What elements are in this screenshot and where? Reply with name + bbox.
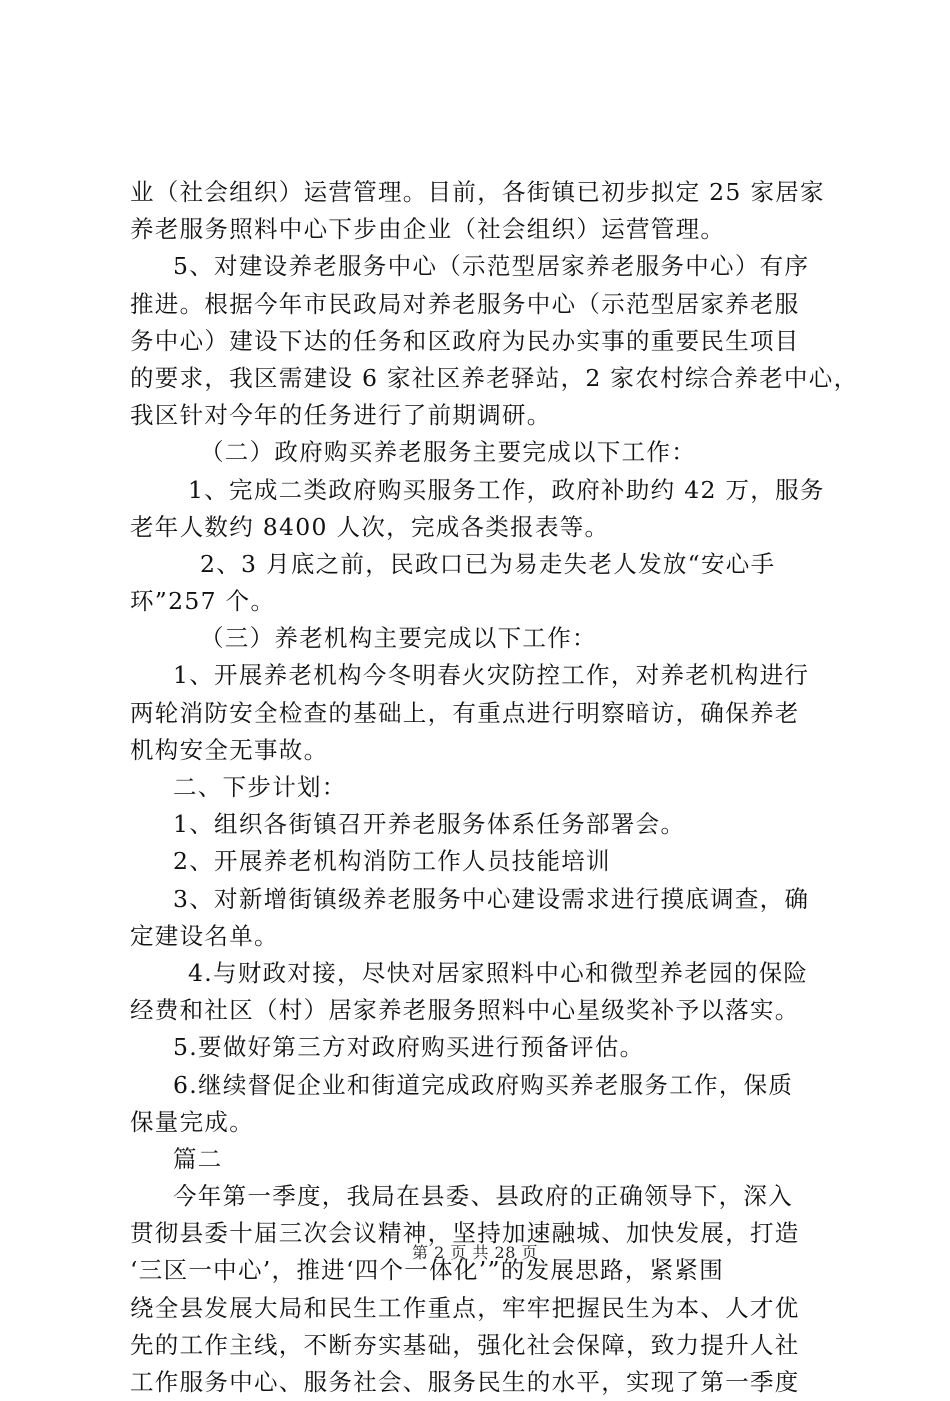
text-line: 2、开展养老机构消防工作人员技能培训 (173, 847, 611, 876)
text-line: 3、对新增街镇级养老服务中心建设需求进行摸底调查，确 (173, 884, 810, 913)
text-line: 推进。根据今年市民政局对养老服务中心（示范型居家养老服 (130, 289, 800, 318)
text-line: 二、下步计划： (173, 773, 347, 801)
text-line: 的要求，我区需建设 6 家社区养老驿站，2 家农村综合养老中心， (130, 363, 859, 392)
text-line: 我区针对今年的任务进行了前期调研。 (130, 401, 552, 430)
page-number-footer: 第 2 页 共 28 页 (412, 1243, 538, 1262)
text-line: 今年第一季度，我局在县委、县政府的正确领导下，深入 (173, 1182, 793, 1211)
text-line: 1、完成二类政府购买服务工作，政府补助约 42 万，服务 (188, 475, 825, 504)
text-line: 1、组织各街镇召开养老服务体系任务部署会。 (173, 810, 686, 839)
text-line: （三）养老机构主要完成以下工作： (200, 624, 597, 653)
text-line: 务中心）建设下达的任务和区政府为民办实事的重要民生项目 (130, 326, 800, 355)
text-line: 篇二 (173, 1144, 223, 1173)
text-line: 6.继续督促企业和街道完成政府购买养老服务工作，保质 (173, 1070, 794, 1099)
text-line: 养老服务照料中心下步由企业（社会组织）运营管理。 (130, 215, 726, 244)
text-line: 5.要做好第三方对政府购买进行预备评估。 (173, 1033, 645, 1062)
text-line: （二）政府购买养老服务主要完成以下工作： (200, 438, 696, 467)
text-line: 2、3 月底之前，民政口已为易走失老人发放“安心手 (200, 549, 776, 578)
text-line: 5、对建设养老服务中心（示范型居家养老服务中心）有序 (173, 252, 810, 281)
text-line: 先的工作主线，不断夯实基础，强化社会保障，致力提升人社 (130, 1330, 800, 1359)
text-line: 老年人数约 8400 人次，完成各类报表等。 (130, 512, 610, 541)
text-line: 贯彻县委十届三次会议精神，坚持加速融城、加快发展，打造 (130, 1219, 800, 1248)
text-line: 工作服务中心、服务社会、服务民生的水平，实现了第一季度 (130, 1368, 800, 1396)
text-line: 两轮消防安全检查的基础上，有重点进行明察暗访，确保养老 (130, 698, 800, 727)
text-line: 定建设名单。 (130, 921, 279, 950)
text-line: 业（社会组织）运营管理。目前，各街镇已初步拟定 25 家居家 (130, 178, 825, 206)
text-line: 绕全县发展大局和民生工作重点，牢牢把握民生为本、人才优 (130, 1293, 800, 1322)
document-body (130, 174, 859, 1401)
text-line: 1、开展养老机构今冬明春火灾防控工作，对养老机构进行 (173, 661, 810, 690)
text-line: 经费和社区（村）居家养老服务照料中心星级奖补予以落实。 (130, 996, 800, 1025)
text-line: 机构安全无事故。 (130, 735, 329, 764)
text-line: 4.与财政对接，尽快对居家照料中心和微型养老园的保险 (188, 958, 809, 987)
text-line: ‘三区一中心’，推进‘四个一体化’”的发展思路，紧紧围 (130, 1256, 724, 1285)
text-line: 保量完成。 (130, 1107, 254, 1136)
text-line: 环”257 个。 (130, 587, 276, 616)
